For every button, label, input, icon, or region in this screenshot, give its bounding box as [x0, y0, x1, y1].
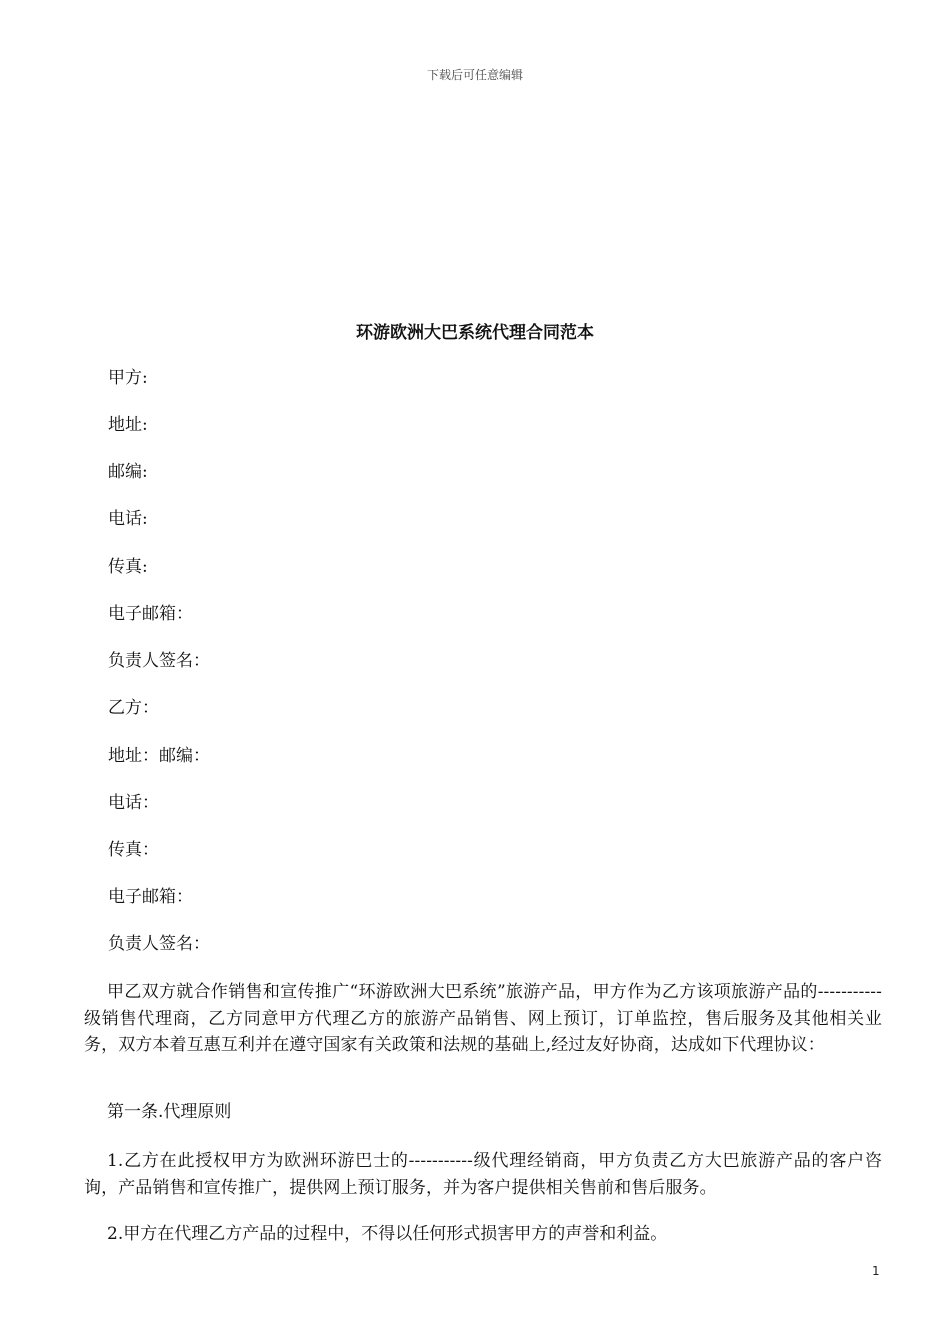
- party-a-postcode-label: 邮编:: [108, 462, 148, 482]
- article-1-clause-2: 2.甲方在代理乙方产品的过程中，不得以任何形式损害甲方的声誉和利益。: [107, 1224, 668, 1244]
- party-b-email-label: 电子邮箱：: [108, 887, 193, 907]
- party-b-fax-label: 传真：: [108, 840, 159, 860]
- party-b-signature-label: 负责人签名：: [108, 934, 210, 954]
- article-1-heading: 第一条.代理原则: [107, 1102, 232, 1122]
- intro-paragraph: 甲乙双方就合作销售和宣传推广“环游欧洲大巴系统”旅游产品，甲方作为乙方该项旅游产品的-----------级销售代理商，乙方同意甲方代理乙方的旅游产品销售、网上预订，订单监控，售后服务及其他相关业务，双方本着互惠互利并在遵守国家有关政策和法规的基础上,经过友好协商，达成如下代理协议：: [84, 982, 882, 1055]
- party-a-fax-label: 传真:: [108, 557, 148, 577]
- header-note: 下载后可任意编辑: [426, 68, 523, 82]
- party-a-phone-label: 电话:: [108, 509, 148, 529]
- page-number: 1: [872, 1264, 880, 1278]
- party-a-email-label: 电子邮箱：: [108, 604, 193, 624]
- party-b-name-label: 乙方：: [108, 698, 159, 718]
- party-a-name-label: 甲方:: [108, 368, 148, 388]
- party-b-phone-label: 电话：: [108, 793, 159, 813]
- party-a-address-label: 地址:: [108, 415, 148, 435]
- document-title: 环游欧洲大巴系统代理合同范本: [356, 323, 594, 343]
- party-a-signature-label: 负责人签名：: [108, 651, 210, 671]
- article-1-clause-1: 1.乙方在此授权甲方为欧洲环游巴士的-----------级代理经销商，甲方负责乙方大巴旅游产品的客户咨询，产品销售和宣传推广，提供网上预订服务，并为客户提供相关售前和售后服务。: [84, 1151, 882, 1198]
- party-b-address-postcode-label: 地址：邮编：: [108, 746, 210, 766]
